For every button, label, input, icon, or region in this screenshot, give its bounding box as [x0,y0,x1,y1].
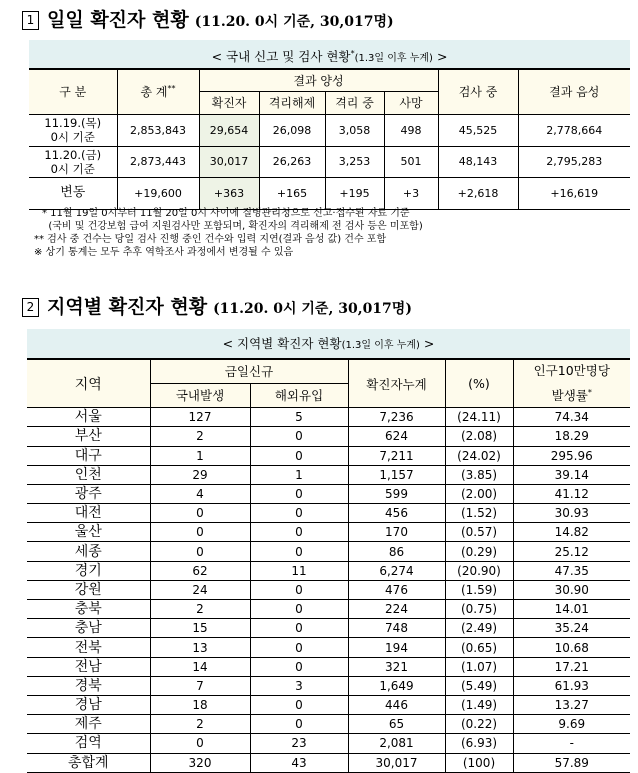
cell-region: 강원 [27,580,150,599]
note: * 11월 19일 0시부터 11월 20일 0시 사이에 질병관리청으로 신고·접수된 자료 기준 [42,208,410,219]
cell-domestic: 0 [150,523,250,542]
cell-region: 전북 [27,638,150,657]
cell-cumulative: 1,157 [348,465,445,484]
cell-imported: 0 [250,446,348,465]
cell-isolated: 3,253 [325,146,384,177]
header-imported: 해외유입 [250,383,348,407]
section1-heading: 일일 확진자 현황 [47,9,189,31]
cell-imported: 0 [250,484,348,503]
cell-percent: (20.90) [445,561,513,580]
cell-testing: 45,525 [438,114,518,146]
cell-percent: (1.59) [445,580,513,599]
table-row [27,657,630,676]
cell-cumulative: 30,017 [348,753,445,772]
cell-rate: 17.21 [513,657,630,676]
cell-cumulative: 476 [348,580,445,599]
header-negative: 결과 음성 [518,69,630,114]
section1-title [22,5,394,32]
cell-rate: 14.01 [513,600,630,619]
cell-imported: 0 [250,638,348,657]
cell-confirmed: 30,017 [199,146,259,177]
cell-deaths: 501 [384,146,438,177]
cell-imported: 0 [250,619,348,638]
cell-region: 제주 [27,715,150,734]
table-row [27,600,630,619]
cell-region: 경북 [27,676,150,695]
header-testing: 검사 중 [438,69,518,114]
cell-testing: 48,143 [438,146,518,177]
cell-cumulative: 1,649 [348,676,445,695]
cell-imported: 0 [250,504,348,523]
cell-percent: (2.49) [445,619,513,638]
table-row [27,580,630,599]
cell-domestic: 2 [150,715,250,734]
cell-released: +165 [259,177,325,209]
cell-cumulative: 456 [348,504,445,523]
cell-rate: 74.34 [513,408,630,427]
cell-domestic: 1 [150,446,250,465]
cell-imported: 0 [250,523,348,542]
cell-domestic: 13 [150,638,250,657]
header-new-today: 금일신규 [150,359,348,383]
cell-cumulative: 224 [348,600,445,619]
cell-percent: (5.49) [445,676,513,695]
cell-total: +19,600 [117,177,199,209]
header-confirmed: 확진자 [199,91,259,114]
cell-percent: (0.22) [445,715,513,734]
cell-imported: 11 [250,561,348,580]
table-row [27,484,630,503]
cell-domestic: 4 [150,484,250,503]
cell-region: 부산 [27,427,150,446]
table-row [27,715,630,734]
cell-percent: (2.00) [445,484,513,503]
section-number-box: 1 [22,11,39,30]
cell-region: 광주 [27,484,150,503]
header-positive: 결과 양성 [199,69,438,91]
cell-rate: 30.90 [513,580,630,599]
caption-end: > [432,49,448,65]
cell-rate: 41.12 [513,484,630,503]
cell-domestic: 2 [150,600,250,619]
section2-subtitle: (11.20. 0시 기준, 30,017명) [213,301,412,317]
cell-testing: +2,618 [438,177,518,209]
cell-cumulative: 624 [348,427,445,446]
cell-percent: (1.49) [445,695,513,714]
header-region: 지역 [27,359,150,408]
cell-imported: 0 [250,715,348,734]
table-row [27,408,630,427]
table-row [29,146,630,177]
cell-region: 서울 [27,408,150,427]
regional-cases-table [27,358,630,773]
cell-rate: 39.14 [513,465,630,484]
table-row [27,676,630,695]
cell-rate: 57.89 [513,753,630,772]
section1-subtitle: (11.20. 0시 기준, 30,017명) [194,14,394,30]
cell-region: 충남 [27,619,150,638]
cell-cumulative: 2,081 [348,734,445,753]
domestic-report-table [29,68,630,210]
cell-imported: 0 [250,427,348,446]
cell-cumulative: 7,211 [348,446,445,465]
note: (국비 및 건강보험 급여 지원검사만 포함되며, 확진자의 격리해제 전 검사 등은 미포함) [42,221,423,232]
section2-heading: 지역별 확진자 현황 [47,296,208,318]
caption-text: < 지역별 확진자 현황 [222,336,342,351]
row-label: 11.19.(목) 0시 기준 [29,114,117,146]
section1-notes [34,207,423,259]
header-rate: 인구10만명당 발생률* [513,359,630,408]
table-row [27,734,630,753]
cell-percent: (24.11) [445,408,513,427]
cell-isolated: +195 [325,177,384,209]
caption-small: (1.3일 이후 누계) [341,340,420,351]
cell-confirmed: +363 [199,177,259,209]
cell-cumulative: 65 [348,715,445,734]
cell-rate: 35.24 [513,619,630,638]
cell-rate: 10.68 [513,638,630,657]
cell-rate: 14.82 [513,523,630,542]
table-row [27,465,630,484]
cell-region: 대구 [27,446,150,465]
cell-domestic: 14 [150,657,250,676]
cell-domestic: 29 [150,465,250,484]
cell-percent: (3.85) [445,465,513,484]
caption-end: > [419,336,435,351]
cell-deaths: 498 [384,114,438,146]
caption-text: < 국내 신고 및 검사 현황 [211,49,351,65]
row-label: 11.20.(금) 0시 기준 [29,146,117,177]
section-number-box: 2 [22,298,39,317]
cell-rate: 9.69 [513,715,630,734]
cell-deaths: +3 [384,177,438,209]
cell-negative: 2,778,664 [518,114,630,146]
cell-region: 울산 [27,523,150,542]
cell-percent: (0.57) [445,523,513,542]
cell-percent: (0.75) [445,600,513,619]
cell-percent: (6.93) [445,734,513,753]
cell-cumulative: 86 [348,542,445,561]
cell-domestic: 18 [150,695,250,714]
cell-percent: (100) [445,753,513,772]
cell-cumulative: 7,236 [348,408,445,427]
header-domestic: 국내발생 [150,383,250,407]
table-row [27,619,630,638]
cell-domestic: 15 [150,619,250,638]
cell-rate: 61.93 [513,676,630,695]
header-deaths: 사망 [384,91,438,114]
cell-negative: +16,619 [518,177,630,209]
table-row [27,638,630,657]
cell-rate: 25.12 [513,542,630,561]
cell-domestic: 62 [150,561,250,580]
table-row [27,561,630,580]
section2-title [22,292,412,319]
cell-imported: 0 [250,542,348,561]
cell-cumulative: 194 [348,638,445,657]
cell-region: 경남 [27,695,150,714]
cell-confirmed: 29,654 [199,114,259,146]
cell-percent: (24.02) [445,446,513,465]
cell-cumulative: 170 [348,523,445,542]
cell-released: 26,098 [259,114,325,146]
cell-imported: 0 [250,600,348,619]
section2-caption [27,329,630,358]
cell-percent: (2.08) [445,427,513,446]
cell-isolated: 3,058 [325,114,384,146]
cell-imported: 0 [250,657,348,676]
caption-small: (1.3일 이후 누계) [354,53,433,65]
cell-rate: - [513,734,630,753]
cell-percent: (1.07) [445,657,513,676]
cell-imported: 23 [250,734,348,753]
cell-imported: 43 [250,753,348,772]
table-row [27,542,630,561]
cell-cumulative: 446 [348,695,445,714]
cell-region: 충북 [27,600,150,619]
cell-imported: 0 [250,580,348,599]
cell-region: 전남 [27,657,150,676]
table-row [27,504,630,523]
cell-cumulative: 6,274 [348,561,445,580]
note: ※ 상기 통계는 모두 추후 역학조사 과정에서 변경될 수 있음 [34,247,294,258]
table-row [27,523,630,542]
cell-negative: 2,795,283 [518,146,630,177]
cell-domestic: 24 [150,580,250,599]
table-row [27,695,630,714]
cell-percent: (0.29) [445,542,513,561]
table-row [27,446,630,465]
cell-percent: (1.52) [445,504,513,523]
caption-mark: * [350,49,355,58]
cell-total: 2,853,843 [117,114,199,146]
cell-rate: 18.29 [513,427,630,446]
cell-domestic: 320 [150,753,250,772]
cell-rate: 47.35 [513,561,630,580]
cell-region: 대전 [27,504,150,523]
cell-domestic: 7 [150,676,250,695]
cell-cumulative: 321 [348,657,445,676]
table-row [27,753,630,772]
cell-domestic: 0 [150,504,250,523]
section1-caption [29,40,630,68]
table-row [29,114,630,146]
header-percent: (%) [445,359,513,408]
cell-rate: 13.27 [513,695,630,714]
cell-imported: 0 [250,695,348,714]
cell-region: 경기 [27,561,150,580]
cell-region: 세종 [27,542,150,561]
cell-cumulative: 599 [348,484,445,503]
table-row [27,427,630,446]
cell-region: 검역 [27,734,150,753]
cell-imported: 5 [250,408,348,427]
header-released: 격리해제 [259,91,325,114]
cell-cumulative: 748 [348,619,445,638]
cell-rate: 295.96 [513,446,630,465]
header-cumulative: 확진자누계 [348,359,445,408]
cell-rate: 30.93 [513,504,630,523]
cell-domestic: 2 [150,427,250,446]
note: ** 검사 중 건수는 당일 검사 진행 중인 건수와 입력 지연(결과 음성 값) 건수 포함 [34,234,387,245]
row-label: 변동 [29,177,117,209]
table-row [29,177,630,209]
header-isolated: 격리 중 [325,91,384,114]
cell-region: 인천 [27,465,150,484]
cell-released: 26,263 [259,146,325,177]
cell-domestic: 127 [150,408,250,427]
cell-domestic: 0 [150,542,250,561]
cell-region: 총합계 [27,753,150,772]
cell-domestic: 0 [150,734,250,753]
header-total: 총 계** [117,69,199,114]
cell-imported: 3 [250,676,348,695]
cell-imported: 1 [250,465,348,484]
header-category: 구 분 [29,69,117,114]
cell-total: 2,873,443 [117,146,199,177]
cell-percent: (0.65) [445,638,513,657]
